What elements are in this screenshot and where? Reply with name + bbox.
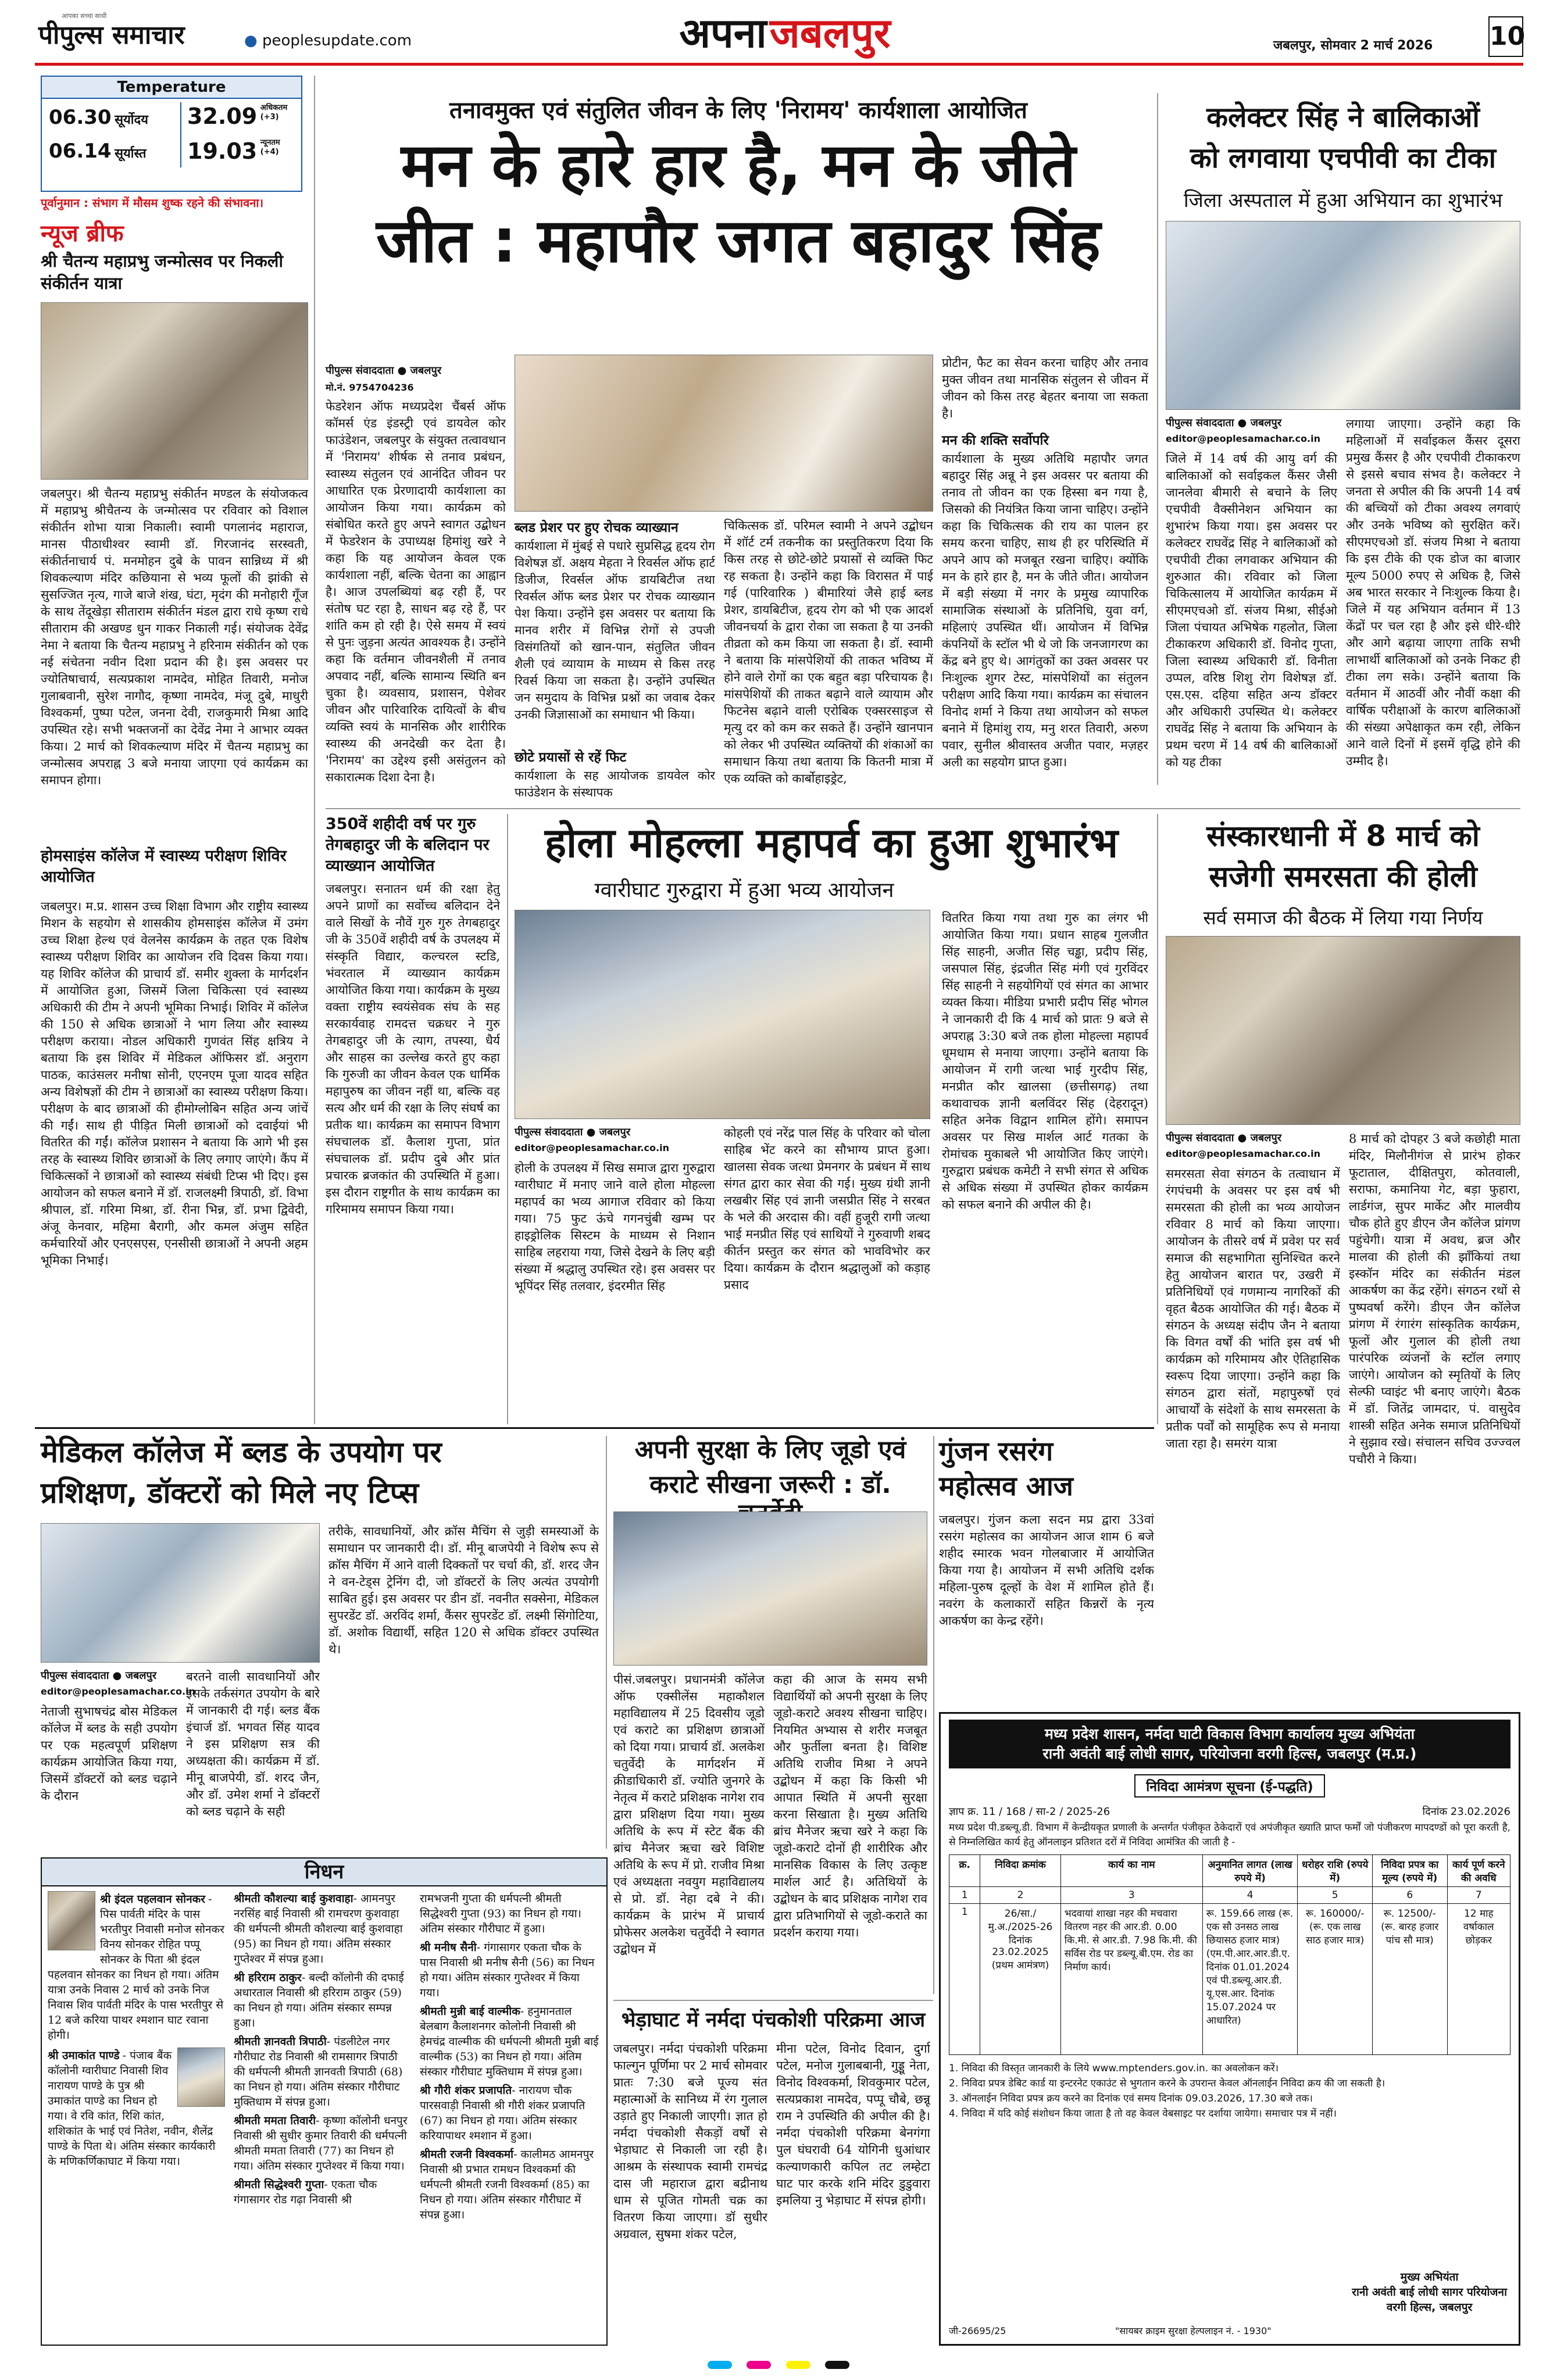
parikrama-col1: जबलपुर। नर्मदा पंचकोशी परिक्रमा फाल्गुन पूर्णिमा पर 2 मार्च सोमवार प्रातः 7:30 बजे पूज्य संत महात्माओं के सानिध्य में रंग गुलाल उड़ाते हुए निकाली जाएगी। ज्ञात हो नर्मदा पंचकोशी सैकड़ों वर्षों से भेड़ाघाट से निकाली जा रही है। आश्रम के संस्थापक स्वामी रामचंद्र दास जी महाराज द्वारा बद्रीनाथ धाम से पूजित गोमती चक्र का वितरण किया जाएगा। डॉ सुधीर अग्रवाल, सुषमा शंकर पटेल, xyxy=(613,2042,767,2241)
lead-col2-subhead2: छोटे प्रयासों से रहें फिट xyxy=(515,750,627,765)
gunjan-headline-line1[interactable]: गुंजन रसरंग xyxy=(939,1435,1054,1467)
obit-entry xyxy=(48,2047,225,2169)
tender-signature xyxy=(1352,2270,1507,2315)
medical-photo xyxy=(41,1523,320,1663)
tender-note: 3. ऑनलाईन निविदा प्रपत्र क्रय करने का दिनांक एवं समय दिनांक 09.03.2026, 17.30 बजे तक। xyxy=(949,2093,1313,2104)
hola-col2: कोहली एवं नरेंद्र पाल सिंह के परिवार को चोला साहिब भेंट करने का सौभाग्य प्राप्त हुआ। खालसा सेवक जत्था प्रेमनगर के प्रबंधन में साथ संगत द्वारा कार सेवा की गई। मुख्य ग्रंथी ज्ञानी लखबीर सिंह एवं ज्ञानी जसप्रीत सिंह ने सरबत के भले की अरदास की। वहीं हुजूरी रागी जत्था भाई मनप्रीत सिंह एवं साथियों ने गुरुवाणी शबद कीर्तन प्रस्तुत कर संगत को भावविभोर कर दिया। कार्यक्रम के दौरान श्रद्धालुओं को कड़ाह प्रसाद xyxy=(724,1126,930,1292)
obit-text: - गंगासागर एकता चौक के पास निवासी श्री मनीष सैनी (56) का निधन हो गया। अंतिम संस्कार गुप्तेश्वर में किया गया। xyxy=(420,1941,595,1999)
sunrise-label: सूर्योदय xyxy=(115,113,148,127)
globe-icon: ● xyxy=(244,32,258,49)
hola-col1: होली के उपलक्ष्य में सिख समाज द्वारा गुरुद्वारा ग्वारीघाट में मनाए जाने वाले होला मोहल्ला महापर्व का भव्य आगाज रविवार को किया गया। 75 फुट ऊंचे गगनचुंबी खम्भ पर हाइड्रोलिक सिस्टम के माध्यम से निशान साहिब लहराया गया, जिसे देखने के लिए बड़ी संख्या में श्रद्धालु उपस्थित रहे। इस अवसर पर भूपिंदर सिंह तलवार, इंदरमीत सिंह xyxy=(515,1161,715,1293)
obit-text: - हनुमानताल बेलबाग कैलाशनगर कोलोनी निवासी श्री हेमचंद्र वाल्मीक की धर्मपत्नी श्रीमती मुन्नी बाई वाल्मीक (53) का निधन हो गया। अंतिम संस्कार गौरीघाट मुक्तिधाम में संपन्न हुआ। xyxy=(420,2005,599,2078)
obit-photo-2 xyxy=(177,2047,225,2107)
obit-text: रामभजनी गुप्ता की धर्मपत्नी श्रीमती सिद्धेश्वरी गुप्ता (93) का निधन हो गया। अंतिम संस्कार गौरीघाट में हुआ। xyxy=(420,1892,581,1935)
obit-text: - बल्दी कॉलोनी की दफाई अधारताल निवासी श्री हरिराम ठाकुर (59) का निधन हो गया। अंतिम संस्कार सम्पन्न हुआ। xyxy=(234,1971,404,2029)
lead-col4: कार्यशाला के मुख्य अतिथि महापौर जगत बहादुर सिंह अन्नू ने इस अवसर पर बताया की तनाव तो जीवन का एक हिस्सा बन गया है, जिसको की नियंत्रित किया जाना चाहिए। उन्होंने कहा कि चिकित्सक की राय का पालन हर समय करना चाहिए, साथ ही हर परिस्थिति में अपने आप को मजबूत रखना चाहिए। क्योंकि मन के हारे हार है, मन के जीते जीत। आयोजन में बड़ी संख्या में नगर के प्रमुख व्यापारिक सामाजिक संस्थाओं के प्रतिनिधि, युवा वर्ग, महिलाएं उपस्थित थीं। आयोजन में विभिन्न कंपनियों के स्टॉल भी थे जो कि जनजागरण का केंद्र बने हुए थे। आगंतुकों का उक्त अवसर पर निःशुल्क शुगर टेस्ट, मांसपेशियों का संतुलन परीक्षण आदि किया गया। कार्यक्रम का संचालन विनोद शर्मा ने किया तथा आयोजन को सफल बनाने में हिमांशु राय, मनु शरत तिवारी, अरुण पवार, सुनील श्रीवास्तव अजीत पवार, मज़हर अली का सहयोग प्राप्त हुआ। xyxy=(942,452,1148,769)
sunset-label: सूर्यास्त xyxy=(115,146,147,161)
paper-name: पीपुल्स समाचार xyxy=(38,20,185,50)
judo-photo xyxy=(613,1511,927,1666)
max-temp: 32.09 xyxy=(187,103,258,129)
obit-entry xyxy=(234,1891,411,1967)
website-link[interactable]: ● peoplesupdate.com xyxy=(244,32,412,49)
holi-col1: समरसता सेवा संगठन के तत्वाधान में रंगपंचमी के अवसर पर इस वर्ष भी समरसता की होली का भव्य आयोजन रविवार 8 मार्च को किया जाएगा। आयोजन के तीसरे वर्ष में प्रवेश पर सर्व समाज की सहभागिता सुनिश्चित करने हेतु आयोजन बारात पर, उखरी में प्रतिनिधियों एवं गणमान्य नागरिकों की वृहत बैठक आयोजित की गई। बैठक में संगठन के अध्यक्ष संदीप जैन ने बताया कि विगत वर्षों की भांति इस वर्ष भी कार्यक्रम को गरिमामय और ऐतिहासिक स्वरूप दिया जाएगा। उन्होंने कहा कि संगठन द्वारा संतों, महापुरुषों एवं आचार्यों के संदेशों के साथ समरसता के प्रतीक पर्वों को सामूहिक रूप से मनाया जाता रहा है। समरंग यात्रा xyxy=(1166,1167,1340,1450)
hola-byline: पीपुल्स संवाददाता ● जबलपुर xyxy=(515,1126,631,1138)
page-number: 10 xyxy=(1488,16,1523,57)
gunjan-headline-line2[interactable]: महोत्सव आज xyxy=(939,1470,1073,1502)
medical-col2: बरतने वाली सावधानियों और इसके तर्कसंगत उपयोग के बारे में जानकारी दी गई। ब्लड बैंक इंचार्ज डॉ. भगवत सिंह यादव ने इस प्रशिक्षण सत्र की अध्यक्षता की। कार्यक्रम में डॉ. मीनू बाजपेयी, डॉ. शरद जैन, और डॉ. उमेश शर्मा ने डॉक्टरों को ब्लड चढ़ाने के सही xyxy=(186,1670,320,1818)
obit-entry xyxy=(48,1891,225,2043)
hpv-photo xyxy=(1166,221,1520,410)
tender-header: क्र. xyxy=(949,1855,980,1887)
obit-entry xyxy=(234,2177,411,2207)
section-title-part2: जबलपुर xyxy=(769,9,891,57)
black-swatch xyxy=(825,2361,849,2369)
hola-email: editor@peoplesamachar.co.in xyxy=(515,1142,669,1153)
tender-cell: रू. 160000/- (रू. एक लाख साठ हजार मात्र) xyxy=(1298,1904,1373,2055)
parikrama-col2: मीना पटेल, विनोद दिवान, दुर्गा पटेल, मनोज गुलाबबानी, गुड्डू नेता, विनोद विश्वकर्मा, शिवकुमार पटेल, सत्यप्रकाश नामदेव, पप्पू चौबे, छन्नू राम ने उपस्थिति की अपील की है। नर्मदा पंचकोशी परिक्रमा बेनगंगा पुल घंघरावी 64 योगिनी धुआंधार कल्याणकारी कपिल तट लम्हेटा घाट पार करके शनि मंदिर डुडुवारा इमलिया नु भेड़ाघाट में संपन्न होगी। xyxy=(776,2042,930,2207)
judo-headline-line2[interactable]: कराटे सीखना जरूरी : डॉ. xyxy=(649,1470,891,1499)
hola-col3: वितरित किया गया तथा गुरु का लंगर भी आयोजित किया गया। प्रधान साहब गुलजीत सिंह साहनी, अजीत सिंह चड्ढा, प्रदीप सिंह, जसपाल सिंह, इंद्रजीत सिंह मंगी एवं गुरविंदर सिंह साहनी ने सहयोगियों एवं संगत का आभार व्यक्त किया। मीडिया प्रभारी प्रदीप सिंह भोगल ने जानकारी दी कि 4 मार्च को प्रातः 9 बजे से अपराह्न 3:30 बजे तक होला मोहल्ला महापर्व धूमधाम से मनाया जाएगा। उन्होंने बताया कि आयोजन में रागी जत्था भाई गुरदीप सिंह, मनप्रीत कौर खालसा (छत्तीसगढ़) तथा कथावाचक ज्ञानी बलविंदर सिंह (देहरादून) सहित अनेक विद्वान शामिल होंगे। समापन अवसर पर सिख मार्शल आर्ट गतका के रोमांचक मुकाबले भी आयोजित किए जाएंगे। गुरुद्वारा प्रबंधक कमेटी ने सभी संगत से अधिक से अधिक संख्या में उपस्थित होकर कार्यक्रम को सफल बनाने की अपील की है। xyxy=(942,911,1148,1212)
tender-header: निविदा क्रमांक xyxy=(980,1855,1061,1887)
obit-name: श्रीमती मुन्नी बाई वाल्मीक xyxy=(420,2005,520,2018)
tender-intro: मध्य प्रदेश पी.डब्ल्यू.डी. विभाग में केन्द्रीयकृत प्रणाली के अन्तर्गत पंजीकृत ठेकेदारों एवं अपंजीकृत ख्याति प्राप्त फर्मों जो पंजीकरण मापदण्डों को पूरा करती है, से निम्नलिखित कार्य हेतु ऑनलाइन प्रतिशत दरों में निविदा आमंत्रित की जाती है - xyxy=(949,1822,1510,1848)
tender-note: 4. निविदा में यदि कोई संशोधन किया जाता है तो वह केवल वेबसाइट पर दर्शाया जायेगा। समाचार पत्र में नहीं। xyxy=(949,2108,1337,2120)
lead-col1: फेडरेशन ऑफ मध्यप्रदेश चैंबर्स ऑफ कॉमर्स एंड इंडस्ट्री एवं डायवेल कोर फाउंडेशन, जबलपुर के संयुक्त तत्वावधान में 'निरामय' शीर्षक से तनाव प्रबंधन, स्वास्थ्य संतुलन एवं आनंदित जीवन पर आधारित एक प्रेरणादायी कार्यशाला का आयोजन किया गया। कार्यक्रम को संबोधित करते हुए अपने स्वागत उद्बोधन में फेडरेशन के उपाध्यक्ष हिमांशु खरे ने कहा कि यह आयोजन केवल एक कार्यशाला नहीं, बल्कि चेतना का आह्वान है। आज उपलब्धियां बढ़ रही हैं, पर संतोष घट रहा है, साधन बढ़ रहे हैं, पर शांति कम हो रही है। ऐसे समय में स्वयं से पुनः जुड़ना अत्यंत आवश्यक है। उन्होंने कहा कि वर्तमान जीवनशैली में तनाव अपवाद नहीं, बल्कि सामान्य स्थिति बन चुका है। व्यवसाय, प्रशासन, पेशेवर जीवन और पारिवारिक दायित्वों के बीच व्यक्ति स्वयं के मानसिक और शारीरिक स्वास्थ्य की अनदेखी कर देता है। 'निरामय' का उद्देश्य इसी असंतुलन को सकारात्मक दिशा देना है। xyxy=(326,399,506,784)
tender-signature-line1: मुख्य अभियंता xyxy=(1400,2271,1459,2283)
min-label: न्यूनतम xyxy=(260,138,280,147)
holi-headline-line2[interactable]: सजेगी समरसता की होली xyxy=(1209,860,1477,894)
holi-rule xyxy=(1157,814,1158,1424)
obit-text: - कृष्णा कॉलोनी धनपुर निवासी श्री सुधीर कुमार तिवारी की धर्मपत्नी श्रीमती ममता तिवारी (77) का निधन हो गया। अंतिम संस्कार गुप्तेश्वर में किया गया। xyxy=(234,2114,408,2172)
judo-headline-line1[interactable]: अपनी सुरक्षा के लिए जूडो एवं xyxy=(634,1435,906,1464)
tender-header: अनुमानित लागत (लाख रुपये में) xyxy=(1202,1855,1298,1887)
medical-email: editor@peoplesamachar.co.in xyxy=(41,1686,195,1697)
tender-note: 1. निविदा की विस्तृत जानकारी के लिये www.mptenders.gov.in. का अवलोकन करें। xyxy=(949,2063,1279,2074)
tender-number-row xyxy=(949,1887,1510,1904)
tender-cell: 26/सा./मु.अ./2025-26 दिनांक 23.02.2025 (प्रथम आमंत्रण) xyxy=(980,1904,1061,2055)
news-brief-item1-text: जबलपुर। श्री चैतन्य महाप्रभु संकीर्तन मण्डल के संयोजकत्व में महाप्रभु श्रीचैतन्य के जन्मोत्सव पर रविवार को विशाल संकीर्तन शोभा यात्रा निकाली। स्वामी पगलानंद महाराज, मानस पीठाधीश्वर स्वामी डॉ. गिरजानंद सरस्वती, संकीर्तनाचार्य पं. मनमोहन दुबे के पावन सान्निध्य में श्री शिवकल्याण मंदिर कछियाना से भव्य फूलों की झांकी से सुसज्जित नृत्य, गाजे बाजे शंख, घंटा, मृदंग की मनोहारी गूँज के साथ तेंदूखेड़ा सीताराम संकीर्तन मंडल द्वारा राधे कृष्ण राधे सीताराम की अखण्ड धुन गाकर निकाली गई। संयोजक देवेंद्र नेमा ने बताया कि चैतन्य महाप्रभु ने हरिनाम संकीर्तन को एक नई संचेतना नवीन दिशा प्रदान की है। इस अवसर पर ज्योतिषाचार्य, सत्यप्रकाश नामदेव, मोहित तिवारी, मनोज गुलाबवानी, सुरेश नागौद, कृष्णा नामदेव, मंजू दुबे, माधुरी विश्वकर्मा, पुष्पा पटेल, जनना देवी, राजकुमारी मिश्रा आदि उपस्थित रहे। सभी भक्तजनों का देवेंद्र नेमा ने आभार व्यक्त किया। 2 मार्च को शिवकल्याण मंदिर में चैतन्य महाप्रभु का जन्मोत्सव अपराह्न 3 बजे मनाया जाएगा एवं कार्यक्रम का समापन होगा। xyxy=(41,487,308,787)
news-brief-label: न्यूज ब्रीफ xyxy=(41,220,124,247)
lead-col2b: कार्यशाला के सह आयोजक डायवेल कोर फाउंडेशन के संस्थापक xyxy=(515,769,715,799)
lead-phone: मो.नं. 9754704236 xyxy=(326,382,414,393)
min-temp: 19.03 xyxy=(187,138,258,164)
obit-name: श्री मनीष सैनी xyxy=(420,1941,477,1954)
obit-text: - कालीमठ आमनपुर निवासी श्री प्रभात रामधन विश्वकर्मा की धर्मपत्नी श्रीमती रजनी विश्वकर्मा (85) का निधन हो गया। अंतिम संस्कार गौरीघाट में संपन्न हुआ। xyxy=(420,2148,594,2221)
lead-headline-line2[interactable]: जीत : महापौर जगत बहादुर सिंह xyxy=(376,205,1101,276)
tender-data-row xyxy=(949,1904,1510,2055)
cyan-swatch xyxy=(708,2361,732,2369)
tender-title-line1: मध्य प्रदेश शासन, नर्मदा घाटी विकास विभाग कार्यालय मुख्य अभियंता xyxy=(1044,1725,1415,1742)
obit-name: श्री गौरी शंकर प्रजापति xyxy=(420,2084,512,2097)
section-title-part1: अपना xyxy=(679,9,767,57)
medical-headline-line1[interactable]: मेडिकल कॉलेज में ब्लड के उपयोग पर xyxy=(41,1435,442,1469)
sankirtan-photo xyxy=(41,302,308,480)
center-right-rule xyxy=(1157,93,1158,785)
obit-text: - पंडलीटेल नगर गौरीघाट रोड निवासी श्री रामसागर त्रिपाठी की धर्मपत्नी श्रीमती ज्ञानवती त्रिपाठी (68) का निधन हो गया। अंतिम संस्कार गौरीघाट मुक्तिधाम में संपन्न हुआ। xyxy=(234,2035,403,2109)
sunset-time: 06.14 xyxy=(49,140,112,163)
tender-cell: 1 xyxy=(949,1904,980,2055)
lead-col2-subhead: ब्लड प्रेशर पर हुए रोचक व्याख्यान xyxy=(515,520,678,535)
obit-entry xyxy=(234,2034,411,2110)
tender-col-number: 5 xyxy=(1298,1887,1373,1904)
paper-logo[interactable] xyxy=(38,12,230,52)
hpv-col2: लगाया जाएगा। उन्होंने कहा कि महिलाओं में सर्वाइकल कैंसर दूसरा प्रमुख कैंसर है और एचपीवी टीकाकरण से इससे बचाव संभव है। कलेक्टर ने जनता से अपील की कि अपनी 14 वर्ष की बच्चियों को टीका अवश्य लगवाएं और उनके भविष्य को सुरक्षित करें। सीएमएचओ डॉ. संजय मिश्रा ने बताया कि इस टीके की एक डोज का बाजार मूल्य 5000 रुपए से अधिक है, जिसे अब भारत सरकार ने निःशुल्क किया है। जिले में यह अभियान वर्तमान में 13 केंद्रों पर चल रहा है और इसे धीरे-धीरे और आगे बढ़ाया जाएगा ताकि सभी लाभार्थी बालिकाओं को उनके निकट ही टीका लग सके। उन्होंने बताया कि वर्तमान में आठवीं और नौवीं कक्षा की वार्षिक परीक्षाओं के कारण बालिकाओं की संख्या अपेक्षाकृत कम रही, लेकिन आने वाले दिनों में इसमें वृद्धि होने की उम्मीद है। xyxy=(1346,417,1520,768)
obituaries-title: निधन xyxy=(304,1860,344,1884)
tender-cell: भदवायां शाखा नहर की मचवारा वितरण नहर की आर.डी. 0.00 कि.मी. से आर.डी. 7.98 कि.मी. की सर्विस रोड पर डब्ल्यू.बी.एम. रोड का निर्माण कार्य। xyxy=(1060,1904,1202,2055)
obit-text: - पिस पार्वती मंदिर के पास भरतीपुर निवासी मनोज सोनकर विनय सोनकर रोहित पप्पू सोनकर के पिता श्री इंदल पहलवान सोनकर का निधन हो गया। अंतिम यात्रा उनके निवास 2 मार्च को उनके निज निवास शिव पार्वती मंदिर के पास भरतीपुर से 12 बजे करिया पाथर श्मशान घाट रवाना होगी। xyxy=(48,1893,224,2042)
holi-subhead: सर्व समाज की बैठक में लिया गया निर्णय xyxy=(1203,906,1483,929)
lead-col4a: प्रोटीन, फैट का सेवन करना चाहिए और तनाव मुक्त जीवन तथा मानसिक संतुलन से जीवन में जीवन को किस तरह बेहतर बनाया जा सकता है। xyxy=(942,356,1148,420)
lead-col3: चिकित्सक डॉ. परिमल स्वामी ने अपने उद्बोधन में शॉर्ट टर्म तकनीक का प्रस्तुतिकरण दिया कि किस तरह से छोटे-छोटे प्रयासों से व्यक्ति फिट रह सकता है। उन्होंने कहा कि विरासत में पाई गई (पारिवारिक ) बीमारियां जैसे हाई ब्लड प्रेशर, डायबिटीज, हृदय रोग को भी एक आदर्श जीवनचर्या के द्वारा रोका जा सकता है या उनकी तीव्रता को कम किया जा सकता है। डॉ. स्वामी ने बताया कि मांसपेशियों की ताकत भविष्य में होने वाले रोगों का एक बहुत बड़ा परिचायक है। मांसपेशियों की ताकत बढ़ाने वाले व्यायाम और फिटनेस बढ़ाने वाली एरोबिक एक्सरसाइज से मृत्यु दर को कम कर सकते हैं। उन्होंने खानपान को लेकर भी उपस्थित व्यक्तियों की शंकाओं का समाधान किया तथा बताया कि कितनी मात्रा में एक व्यक्ति को कार्बोहाइड्रेट, xyxy=(724,519,933,785)
tender-col-number: 6 xyxy=(1372,1887,1447,1904)
medical-col3: तरीके, सावधानियों, और क्रॉस मैचिंग से जुड़ी समस्याओं के समाधान पर जानकारी दी। डॉ. मीनू बाजपेयी ने विशेष रूप से क्रॉस मैचिंग में आने वाली दिक्कतों पर चर्चा की, डॉ. शरद जैन ने वन-टेड्स ट्रेनिंग दी, जो डॉक्टरों के लिए अत्यंत उपयोगी साबित हुई। इस अवसर पर डीन डॉ. नवनीत सक्सेना, मेडिकल सुपरडेंट डॉ. अरविंद शर्मा, कैंसर सुपरडेंट डॉ. लक्ष्मी सिंगोटिया, डॉ. अशोक विद्यार्थी, सहित 120 से अधिक डॉक्टर उपस्थित थे। xyxy=(328,1524,599,1656)
obit-entry xyxy=(420,2083,600,2143)
hpv-headline-line1[interactable]: कलेक्टर सिंह ने बालिकाओं xyxy=(1206,101,1480,134)
tender-title-line2: रानी अवंती बाई लोधी सागर, परियोजना वरगी हिल्स, जबलपुर (म.प्र.) xyxy=(1042,1745,1417,1762)
obit-entry xyxy=(234,1970,411,2031)
hola-subhead: ग्वारीघाट गुरुद्वारा में हुआ भव्य आयोजन xyxy=(594,878,894,902)
hpv-headline-line2[interactable]: को लगवाया एचपीवी का टीका xyxy=(1190,142,1497,174)
obit-entry xyxy=(420,1940,600,2000)
magenta-swatch xyxy=(747,2361,771,2369)
medical-rule xyxy=(606,1436,607,1849)
tender-cell: रू. 159.66 लाख (रू. एक सौ उनसठ लाख छियासठ हजार मात्र) (एम.पी.आर.आर.डी.ए. दिनांक 01.01.2024 एवं पी.डब्ल्यू.आर.डी. यू.एस.आर. दिनांक 15.07.2024 पर आधारित) xyxy=(1202,1904,1298,2055)
obit-text: - नारायण चौक पारसवाड़ी निवासी श्री गौरी शंकर प्रजापति (67) का निधन हो गया। अंतिम संस्कार करियापाथर श्मशान में हुआ। xyxy=(420,2084,585,2142)
parikrama-rule xyxy=(613,2000,933,2001)
judo-rule xyxy=(933,1436,934,1994)
gunjan-text: जबलपुर। गुंजन कला सदन मप्र द्वारा 33वां रसरंग महोत्सव का आयोजन आज शाम 6 बजे शहीद स्मारक भवन गोलबाजार में आयोजित किया गया है। आयोजन में सभी अतिथि दर्शक महिला-पुरुष दूल्हों के वेश में शामिल होते हैं। नवरंग के कलाकारों सहित किन्नरों के नृत्य आकर्षण का केन्द्र रहेंगे। xyxy=(939,1513,1154,1628)
judo-col1: पीसं.जबलपुर। प्रधानमंत्री कॉलेज ऑफ एक्सीलेंस महाकौशल महाविद्यालय में 25 दिवसीय जूडो एवं कराटे का प्रशिक्षण छात्राओं को दिया गया। प्राचार्य डॉ. अलकेश चतुर्वेदी के मार्गदर्शन में क्रीडाधिकारी डॉ. ज्योति जुनगरे के नेतृत्व में कराटे प्रशिक्षक नागेश राव द्वारा प्रशिक्षण दिया गया। मुख्य अतिथि के रूप में स्टेट बैंक की ब्रांच मैनेजर ऋचा खरे विशिष्ट अतिथि के रूप में प्रो. राजीव मिश्रा एवं अध्यक्षता नवयुग महाविद्यालय से प्रो. डॉ. नेहा दबे ने की। कार्यक्रम के प्रारंभ में प्राचार्य प्रोफेसर अलकेश चतुर्वेदी ने स्वागत उद्बोधन में xyxy=(613,1673,765,1956)
obit-name: श्रीमती ममता तिवारी xyxy=(234,2114,316,2127)
tender-cell: 12 माह वर्षाकाल छोड़कर xyxy=(1447,1904,1510,2055)
tender-col-number: 7 xyxy=(1447,1887,1510,1904)
obit-entry xyxy=(234,2113,411,2174)
guru-rule xyxy=(507,814,508,1424)
paper-tagline: आपका सच्चा साथी xyxy=(62,12,107,20)
obituaries-box xyxy=(41,1857,608,2346)
yellow-swatch xyxy=(786,2361,810,2369)
tender-ref-left: ज्ञाप क्र. 11 / 168 / सा-2 / 2025-26 xyxy=(949,1806,1110,1818)
obit-name: श्री इंदल पहलवान सोनकर xyxy=(100,1893,205,1906)
tender-ref-right: दिनांक 23.02.2026 xyxy=(1422,1806,1510,1818)
obit-photo-1 xyxy=(48,1891,95,1950)
obit-col2 xyxy=(234,1891,411,2339)
tender-cell: रू. 12500/- (रू. बारह हजार पांच सौ मात्र) xyxy=(1372,1904,1447,2055)
lead-headline-line1[interactable]: मन के हारे हार है, मन के जीते xyxy=(401,130,1076,201)
obit-entry xyxy=(420,1891,600,1936)
section-rule-bottom xyxy=(35,1427,1154,1429)
tender-col-number: 3 xyxy=(1060,1887,1202,1904)
tender-col-number: 4 xyxy=(1202,1887,1298,1904)
tender-notice-title: निविदा आमंत्रण सूचना (ई-पद्धति) xyxy=(1134,1774,1325,1797)
max-delta: (+3) xyxy=(260,113,279,121)
medical-byline: पीपुल्स संवाददाता ● जबलपुर xyxy=(41,1670,157,1682)
obit-name: श्री हरिराम ठाकुर xyxy=(234,1971,302,1984)
tender-footer-center: "सायबर क्राइम सुरक्षा हेल्पलाइन नं. - 1930" xyxy=(1115,2325,1272,2336)
max-label: अधिकतम xyxy=(260,103,288,112)
sunrise-time: 06.30 xyxy=(49,106,112,129)
medical-headline-line2[interactable]: प्रशिक्षण, डॉक्टरों को मिले नए टिप्स xyxy=(41,1476,419,1510)
obit-text: - एकता चौक गंगासागर रोड गढ़ा निवासी श्री xyxy=(234,2178,377,2206)
min-delta: (+4) xyxy=(260,148,279,156)
obit-entry xyxy=(420,2147,600,2222)
obit-name: श्रीमती कौशल्या बाई कुशवाहा xyxy=(234,1892,353,1905)
guru-text: जबलपुर। सनातन धर्म की रक्षा हेतु अपने प्राणों का सर्वोच्च बलिदान देने वाले सिखों के नौवें गुरु गुरु तेगबहादुर जी के 350वें शहीदी वर्ष के उपलक्ष्य में संस्कृति विद्यार, कल्चरल स्टडि, भंवरताल में व्याख्यान कार्यक्रम आयोजित किया गया। कार्यक्रम के मुख्य वक्ता राष्ट्रीय स्वयंसेवक संघ के सह सरकार्यवाह रामदत्त चक्रधर ने गुरु तेगबहादुर जी के त्याग, तपस्या, धैर्य और साहस का उल्लेख करते हुए कहा कि गुरुजी का जीवन केवल एक धार्मिक महापुरुष का जीवन नहीं था, बल्कि वह सत्य और धर्म की रक्षा के लिए संघर्ष का प्रतीक था। कार्यक्रम का समापन विभाग संघचालक डॉ. कैलाश गुप्ता, प्रांत संघचालक डॉ. प्रदीप दुबे और प्रांत प्रचारक ब्रजकांत की उपस्थिति में हुआ। इस दौरान राष्ट्रगीत के साथ कार्यक्रम का गरिमामय समापन किया गया। xyxy=(326,882,500,1216)
color-registration-bar xyxy=(0,2360,1557,2374)
hola-photo xyxy=(515,910,930,1119)
parikrama-headline[interactable]: भेड़ाघाट में नर्मदा पंचकोशी परिक्रमा आज xyxy=(621,2009,926,2032)
lead-col4-subhead: मन की शक्ति सर्वोपरि xyxy=(942,433,1049,448)
obit-col1 xyxy=(48,1891,225,2339)
tender-col-number: 1 xyxy=(949,1887,980,1904)
lead-kicker: तनावमुक्त एवं संतुलित जीवन के लिए 'निरामय' कार्यशाला आयोजित xyxy=(449,97,1027,124)
tender-header: धरोहर राशि (रुपये में) xyxy=(1298,1855,1373,1887)
obit-col3 xyxy=(420,1891,600,2339)
section-title xyxy=(622,3,948,59)
tender-signature-line2: रानी अवंती बाई लोधी सागर परियोजना xyxy=(1352,2286,1507,2299)
tender-notes xyxy=(949,2061,1510,2121)
section-rule-mid xyxy=(326,808,1520,809)
tender-header: कार्य पूर्ण करने की अवधि xyxy=(1447,1855,1510,1887)
obit-name: श्री उमाकांत पाण्डे xyxy=(48,2049,120,2062)
tender-header: निविदा प्रपत्र का मूल्य (रुपये में) xyxy=(1372,1855,1447,1887)
hpv-subhead: जिला अस्पताल में हुआ अभियान का शुभारंभ xyxy=(1183,189,1503,212)
obit-name: श्रीमती रजनी विश्वकर्मा xyxy=(420,2148,514,2161)
holi-email: editor@peoplesamachar.co.in xyxy=(1166,1148,1320,1159)
obit-text: - पंजाब बैंक कॉलोनी ग्वारीघाट निवासी शिव नारायण पाण्डे के पुत्र श्री उमाकांत पाण्डे का निधन हो गया। वे रवि कांत, रिशि कांत, शशिकांत के भाई एवं नितेश, नवीन, शैलेंद्र पाण्डे के पिता थे। अंतिम संस्कार कार्यकारी के मणिकर्णिकाघाट में किया गया। xyxy=(48,2049,216,2168)
obit-text: - आमनपुर नरसिंह बाई निवासी श्री रामचरण कुशवाहा की धर्मपत्नी श्रीमती कौशल्या बाई कुशवाहा (95) का निधन हो गया। अंतिम संस्कार गुप्तेश्वर में संपन्न हुआ। xyxy=(234,1892,403,1966)
news-brief-item2-text: जबलपुर। म.प्र. शासन उच्च शिक्षा विभाग और राष्ट्रीय स्वास्थ्य मिशन के सहयोग से शासकीय होमसाइंस कॉलेज में उमंग उच्च शिक्षा हेल्थ एवं वेलनेस कार्यक्रम के तहत एक विशेष स्वास्थ्य परीक्षण शिविर का आयोजन रवि दिवस किया गया। यह शिविर कॉलेज की प्राचार्य डॉ. समीर शुक्ला के मार्गदर्शन में आयोजित हुआ, जिसमें जिला चिकित्सा एवं स्वास्थ्य अधिकारी की टीम ने अपनी भूमिका निभाई। शिविर में कॉलेज की 150 से अधिक छात्राओं ने भाग लिया और स्वास्थ्य परीक्षण कराया। नोडल अधिकारी गुणवंत सिंह क्षत्रिय ने बताया कि इस शिविर में मेडिकल ऑफिसर डॉ. अनुराग पाठक, काउंसलर मनीषा सोनी, एएनएम पूजा यादव सहित अन्य विशेषज्ञों की टीम ने छात्राओं का स्वास्थ्य परीक्षण किया। परीक्षण के बाद छात्राओं की हीमोग्लोबिन सहित अन्य जांचें की गईं। साथ ही पीड़ित मिली छात्राओं को दवाईयां भी वितरित की गईं। कॉलेज प्रशासन ने बताया कि आगे भी इस तरह के स्वास्थ्य शिविर छात्राओं के लिए लगाए जाएंगे। कैंप में चिकित्सकों ने छात्राओं को स्वास्थ्य संबंधी टिप्स भी दिए। इस आयोजन को सफल बनाने में डॉ. राजलक्ष्मी त्रिपाठी, डॉ. विभा श्रीपाल, डॉ. गरिमा मिश्रा, डॉ. रीना भिन्न, डॉ. प्रभा द्विवेदी, अंजू केनवार, महिमा बैरागी, और कमल अंजुम सहित कर्मचारियों और एनएसएस, एनसीसी छात्राओं ने अपनी अहम भूमिका निभाई। xyxy=(41,899,308,1267)
hpv-email: editor@peoplesamachar.co.in xyxy=(1166,433,1320,444)
hpv-col1: जिले में 14 वर्ष की आयु वर्ग की बालिकाओं को सर्वाइकल कैंसर जैसी जानलेवा बीमारी से बचाने के लिए एचपीवी वैक्सीनेशन अभियान का शुभारंभ किया गया। इस अवसर पर कलेक्टर राघवेंद्र सिंह ने बालिकाओं को एचपीवी टीका लगवाकर अभियान की शुरुआत की। रविवार को जिला चिकित्सालय में आयोजित कार्यक्रम में सीएमएचओ डॉ. संजय मिश्रा, सीईओ जिला पंचायत अभिषेक गहलोत, जिला टीकाकरण अधिकारी डॉ. विनोद गुप्ता, जिला स्वास्थ्य अधिकारी डॉ. विनीता उप्पल, वरिष्ठ शिशु रोग विशेषज्ञ डॉ. एस.एस. दहिया सहित अन्य डॉक्टर और अधिकारी उपस्थित थे। कलेक्टर राघवेंद्र सिंह ने बताया कि अभियान के प्रथम चरण में 14 वर्ष की बालिकाओं को यह टीका xyxy=(1166,452,1337,769)
tender-header-row xyxy=(949,1855,1510,1887)
tender-footer-left: जी-26695/25 xyxy=(949,2325,1006,2336)
guru-headline[interactable]: 350वें शहीदी वर्ष पर गुरु तेगबहादुर जी के बलिदान पर व्याख्यान आयोजित xyxy=(326,815,490,875)
weather-divider xyxy=(180,102,181,167)
left-column-rule xyxy=(314,76,315,1424)
tender-notice xyxy=(939,1712,1520,2346)
obit-entry xyxy=(420,2004,600,2079)
masthead xyxy=(0,0,1557,64)
tender-note: 2. निविदा प्रपत्र डेबिट कार्ड या इन्टरनेट एकाउंट से भुगतान करने के उपरान्त केवल ऑनलाईन निविदा क्रय की जा सकती है। xyxy=(949,2078,1385,2089)
tender-header: कार्य का नाम xyxy=(1060,1855,1202,1887)
obit-name: श्रीमती ज्ञानवती त्रिपाठी xyxy=(234,2035,327,2048)
dateline: जबलपुर, सोमवार 2 मार्च 2026 xyxy=(1273,38,1433,53)
hpv-byline: पीपुल्स संवाददाता ● जबलपुर xyxy=(1166,417,1282,429)
lead-photo xyxy=(515,355,933,512)
tender-title-bar xyxy=(949,1720,1510,1768)
holi-photo xyxy=(1166,936,1520,1125)
holi-headline-line1[interactable]: संस्कारधानी में 8 मार्च को xyxy=(1206,819,1480,853)
tender-signature-line3: वरगी हिल्स, जबलपुर xyxy=(1386,2301,1473,2314)
obit-name: श्रीमती सिद्धेश्वरी गुप्ता xyxy=(234,2178,324,2191)
obituaries-title-bar xyxy=(42,1859,606,1886)
lead-byline: पीपुल्स संवाददाता ● जबलपुर xyxy=(326,364,442,377)
weather-box xyxy=(41,76,302,192)
holi-byline: पीपुल्स संवाददाता ● जबलपुर xyxy=(1166,1132,1282,1144)
weather-title: Temperature xyxy=(42,77,301,99)
medical-col1: नेताजी सुभाषचंद्र बोस मेडिकल कॉलेज में ब्लड के सही उपयोग पर एक महत्वपूर्ण प्रशिक्षण कार्यक्रम आयोजित किया गया, जिसमें डॉक्टरों को ब्लड चढ़ाने के दौरान xyxy=(41,1704,177,1803)
holi-col2: 8 मार्च को दोपहर 3 बजे कछोही माता मंदिर, मिलौनीगंज से प्रारंभ होकर फूटाताल, दीक्षितपुरा, कोतवाली, सराफा, कमानिया गेट, बड़ा फुहारा, लार्डगंज, सुपर मार्केट और मालवीय चौक होते हुए डीएन जैन कॉलेज प्रांगण पहुंचेगी। यात्रा में अवध, ब्रज और मालवा की होली की झाँकियां तथा इस्कॉन मंदिर का संकीर्तन मंडल आकर्षण का केंद्र रहेंगे। संगठन रथों से पुष्पवर्षा करेंगे। डीएन जैन कॉलेज प्रांगण में रंगारंग सांस्कृतिक कार्यक्रम, फूलों और गुलाल की होली तथा पारंपरिक व्यंजनों के स्टॉल लगाए जाएंगे। आयोजन को स्मृतियों के लिए सेल्फी प्वाइंट भी बनाए जाएंगे। बैठक में डॉ. जितेंद्र जामदार, पं. वासुदेव शास्त्री सहित अनेक समाज प्रतिनिधियों ने सुझाव रखे। संचालन सचिव उज्ज्वल पचौरी ने किया। xyxy=(1349,1132,1520,1466)
lead-col2: कार्यशाला में मुंबई से पधारे सुप्रसिद्ध हृदय रोग विशेषज्ञ डॉ. अक्षय मेहता ने रिवर्सल ऑफ हार्ट डिजीज, रिवर्सल ऑफ डायबिटीज तथा रिवर्सल ऑफ ब्लड प्रेशर पर रोचक व्याख्यान पेश किया। उन्होंने इस अवसर पर बताया कि मानव शरीर में विभिन्न रोगों से उपजी विसंगतियों को खान-पान, संतुलित जीवन शैली एवं व्यायाम के माध्यम से किस तरह रिवर्स किया जा सकता है। उन्होंने उपस्थित जन समुदाय के विभिन्न प्रश्नों का जवाब देकर उनकी जिज्ञासाओं का समाधान भी किया। xyxy=(515,539,715,721)
tender-table xyxy=(949,1854,1510,2055)
weather-forecast: पूर्वानुमान : संभाग में मौसम शुष्क रहने की संभावना। xyxy=(41,196,264,210)
tender-col-number: 2 xyxy=(980,1887,1061,1904)
hola-headline[interactable]: होला मोहल्ला महापर्व का हुआ शुभारंभ xyxy=(544,819,1119,867)
judo-col2: कहा की आज के समय सभी विद्यार्थियों को अपनी सुरक्षा के लिए जूडो-कराटे अवश्य सीखना चाहिए। नियमित अभ्यास से शरीर मजबूत और फुर्तीला बनता है। विशिष्ट अतिथि राजीव मिश्रा ने अपने उद्बोधन में कहा कि किसी भी आपात स्थिति में अपनी सुरक्षा करना सिखाता है। मुख्य अतिथि ब्रांच मैनेजर ऋचा खरे ने कहा कि जूडो-कराटे दोनों ही शारीरिक और मानसिक विकास के लिए उत्कृष्ट मार्शल आर्ट है। अतिथियों के उद्बोधन के बाद प्रशिक्षक नागेश राव द्वारा प्रतिभागियों से जूडो-कराते का प्रदर्शन कराया गया। xyxy=(773,1673,927,1939)
masthead-rule xyxy=(35,63,1523,66)
news-brief-item2-title[interactable]: होमसाइंस कॉलेज में स्वास्थ्य परीक्षण शिविर आयोजित xyxy=(41,847,287,886)
news-brief-item1-title[interactable]: श्री चैतन्य महाप्रभु जन्मोत्सव पर निकली संकीर्तन यात्रा xyxy=(41,251,283,293)
